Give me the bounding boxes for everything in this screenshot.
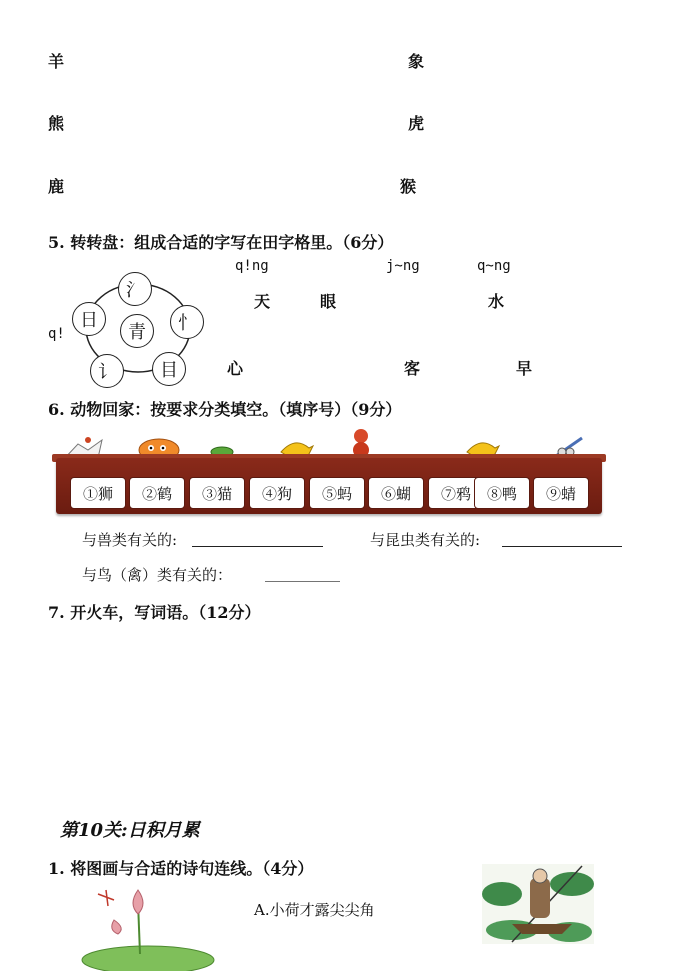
slot-9: ⑨蜻 bbox=[533, 477, 589, 509]
compound-char-4: 心 bbox=[227, 359, 244, 378]
q7-title: 7. 开火车，写词语。（12分） bbox=[48, 603, 261, 622]
pinyin-3: q~ng bbox=[477, 258, 511, 274]
animal-right-3: 猴 bbox=[400, 177, 417, 196]
compound-char-5: 客 bbox=[404, 359, 421, 378]
pinyin-2: j~ng bbox=[386, 258, 420, 274]
slot-4: ④狗 bbox=[249, 477, 305, 509]
slot-5: ⑤蚂 bbox=[309, 477, 365, 509]
insect-answer-line[interactable] bbox=[502, 546, 622, 547]
animal-left-3: 鹿 bbox=[48, 177, 65, 196]
wheel-part-2: 忄 bbox=[170, 305, 204, 339]
wheel-center: 青 bbox=[120, 314, 154, 348]
beast-label: 与兽类有关的: bbox=[82, 531, 178, 549]
section10-q1-title: 1. 将图画与合适的诗句连线。（4分） bbox=[48, 859, 314, 878]
compound-char-6: 早 bbox=[516, 359, 533, 378]
boat-illustration bbox=[482, 864, 594, 944]
insect-label: 与昆虫类有关的: bbox=[370, 531, 481, 549]
animal-left-2: 熊 bbox=[48, 114, 65, 133]
compound-char-2: 眼 bbox=[320, 292, 337, 311]
q6-title: 6. 动物回家：按要求分类填空。（填序号）（9分） bbox=[48, 400, 402, 419]
option-a: A.小荷才露尖尖角 bbox=[254, 901, 375, 919]
section10-title: 第10关:日积月累 bbox=[60, 820, 200, 841]
compound-char-3: 水 bbox=[488, 292, 505, 311]
slot-1: ①狮 bbox=[70, 477, 126, 509]
lotus-illustration bbox=[78, 882, 218, 971]
q5-title: 5. 转转盘：组成合适的字写在田字格里。（6分） bbox=[48, 233, 394, 252]
slot-2: ②鹤 bbox=[129, 477, 185, 509]
wheel-part-3: 目 bbox=[152, 352, 186, 386]
bird-answer-blank[interactable]: __________ bbox=[265, 564, 340, 582]
wheel-part-1: 氵 bbox=[118, 272, 152, 306]
animal-right-1: 象 bbox=[408, 52, 425, 71]
wheel-part-5: 日 bbox=[72, 302, 106, 336]
side-pinyin: q! bbox=[48, 326, 65, 342]
compound-char-1: 天 bbox=[254, 292, 271, 311]
pinyin-1: q!ng bbox=[235, 258, 269, 274]
slot-3: ③猫 bbox=[189, 477, 245, 509]
beast-answer-line[interactable] bbox=[192, 546, 323, 547]
slot-8: ⑧鸭 bbox=[474, 477, 530, 509]
slot-6: ⑥蝴 bbox=[368, 477, 424, 509]
slot-7: ⑦鸦 bbox=[428, 477, 484, 509]
bird-label: 与鸟（禽）类有关的： bbox=[82, 566, 233, 584]
wheel-part-4: 讠 bbox=[90, 354, 124, 388]
animal-left-1: 羊 bbox=[48, 52, 65, 71]
animal-right-2: 虎 bbox=[408, 114, 425, 133]
